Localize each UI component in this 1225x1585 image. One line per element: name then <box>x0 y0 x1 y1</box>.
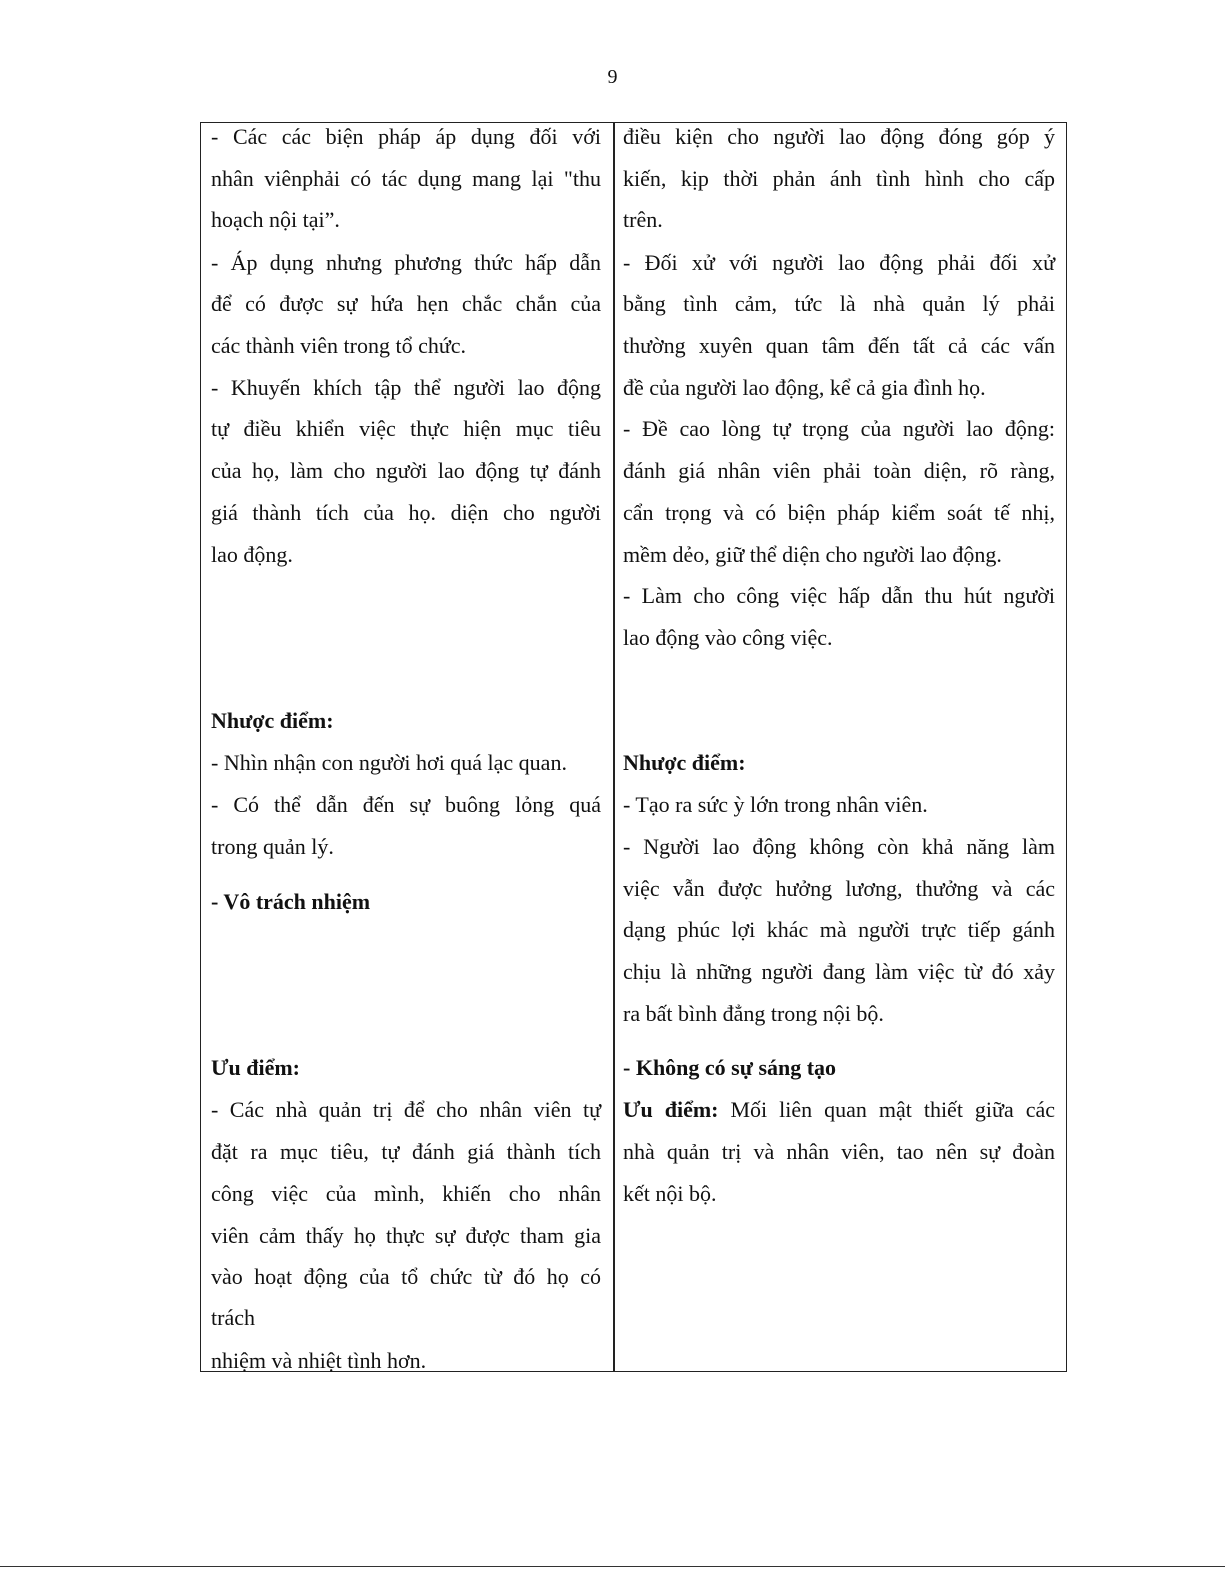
left-line-2: nhân viênphải có tác dụng mang lại "thu <box>211 166 601 191</box>
right-line-18: dạng phúc lợi khác mà người trực tiếp gánh <box>623 917 1055 942</box>
right-line-8: - Đề cao lòng tự trọng của người lao động: <box>623 416 1055 441</box>
left-line-11: lao động. <box>211 542 293 567</box>
left-line-13: - Nhìn nhận con người hơi quá lạc quan. <box>211 750 567 775</box>
left-line-4: - Áp dụng nhưng phương thức hấp dẫn <box>211 250 601 275</box>
left-line-20: công việc của mình, khiến cho nhân <box>211 1181 601 1206</box>
right-heading-advantages: Ưu điểm: <box>623 1097 719 1122</box>
right-line-23: nhà quản trị và nhân viên, tao nên sự đoàn <box>623 1139 1055 1164</box>
left-line-14: - Có thể dẫn đến sự buông lỏng quá <box>211 792 601 817</box>
left-line-1: - Các các biện pháp áp dụng đối với <box>211 124 601 149</box>
right-line-11: mềm dẻo, giữ thể diện cho người lao động. <box>623 542 1002 567</box>
left-column <box>201 123 613 1371</box>
left-heading-advantages: Ưu điểm: <box>211 1055 301 1080</box>
left-line-19: đặt ra mục tiêu, tự đánh giá thành tích <box>211 1139 601 1164</box>
right-line-7: đề của người lao động, kể cả gia đình họ. <box>623 375 986 400</box>
right-line-2: kiến, kịp thời phản ánh tình hình cho cấp <box>623 166 1055 191</box>
right-line-12: - Làm cho công việc hấp dẫn thu hút người <box>623 583 1055 608</box>
right-line-no-creativity: - Không có sự sáng tạo <box>623 1055 837 1080</box>
left-line-22: vào hoạt động của tổ chức từ đó họ có <box>211 1264 601 1289</box>
right-line-1: điều kiện cho người lao động đóng góp ý <box>623 124 1055 149</box>
left-line-6: các thành viên trong tổ chức. <box>211 333 467 358</box>
right-column <box>615 123 1066 1371</box>
left-line-10: giá thành tích của họ. diện cho người <box>211 500 601 525</box>
left-line-15: trong quản lý. <box>211 834 334 859</box>
left-line-9: của họ, làm cho người lao động tự đánh <box>211 458 601 483</box>
right-advantages-text: Mối liên quan mật thiết giữa các <box>718 1097 1055 1122</box>
left-line-23: trách <box>211 1305 255 1330</box>
right-line-5: bằng tình cảm, tức là nhà quản lý phải <box>623 291 1055 316</box>
right-line-4: - Đối xử với người lao động phải đối xử <box>623 250 1055 275</box>
left-line-3: hoạch nội tại”. <box>211 207 340 232</box>
page-number: 9 <box>607 66 618 88</box>
right-line-20: ra bất bình đẳng trong nội bộ. <box>623 1001 884 1026</box>
right-line-6: thường xuyên quan tâm đến tất cả các vấn <box>623 333 1055 358</box>
right-line-9: đánh giá nhân viên phải toàn diện, rõ ràng, <box>623 458 1055 483</box>
left-line-5: để có được sự hứa hẹn chắc chắn của <box>211 291 601 316</box>
right-line-17: việc vẫn được hưởng lương, thưởng và các <box>623 876 1055 901</box>
right-line-19: chịu là những người đang làm việc từ đó xảy <box>623 959 1055 984</box>
left-line-18: - Các nhà quản trị để cho nhân viên tự <box>211 1097 601 1122</box>
right-line-advantages <box>623 1096 1055 1124</box>
right-line-3: trên. <box>623 207 663 232</box>
left-line-8: tự điều khiển việc thực hiện mục tiêu <box>211 416 601 441</box>
left-line-7: - Khuyến khích tập thể người lao động <box>211 375 601 400</box>
right-line-10: cẩn trọng và có biện pháp kiểm soát tế nhị, <box>623 500 1055 525</box>
comparison-table <box>200 122 1067 1372</box>
right-line-24: kết nội bộ. <box>623 1181 717 1206</box>
left-line-no-responsibility: - Vô trách nhiệm <box>211 889 371 914</box>
left-heading-disadvantages: Nhược điểm: <box>211 708 334 733</box>
left-line-21: viên cảm thấy họ thực sự được tham gia <box>211 1223 601 1248</box>
right-line-16: - Người lao động không còn khả năng làm <box>623 834 1055 859</box>
left-line-24: nhiệm và nhiệt tình hơn. <box>211 1348 427 1373</box>
right-heading-disadvantages: Nhược điểm: <box>623 750 746 775</box>
right-line-13: lao động vào công việc. <box>623 625 833 650</box>
right-line-15: - Tạo ra sức ỳ lớn trong nhân viên. <box>623 792 928 817</box>
page-bottom-rule <box>0 1566 1225 1567</box>
